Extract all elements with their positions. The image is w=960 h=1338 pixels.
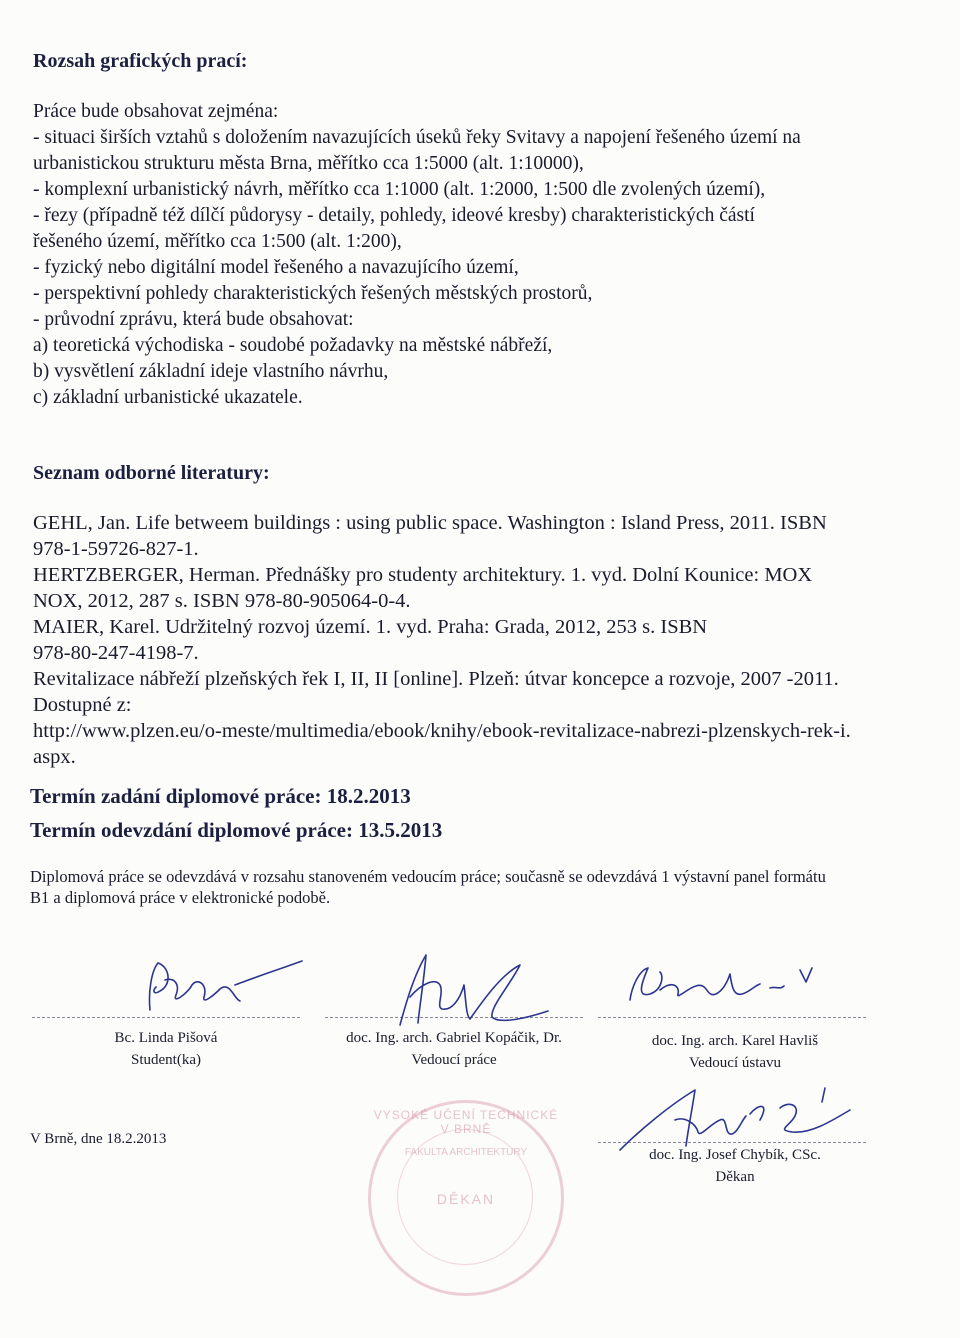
list-item: 978-80-247-4198-7. <box>33 642 199 664</box>
list-item: řešeného území, měřítko cca 1:500 (alt. 1:200), <box>33 231 402 252</box>
list-item: Dostupné z: <box>33 694 132 716</box>
stamp-inner-text: FAKULTA ARCHITEKTURY <box>404 1147 528 1158</box>
signatory-role: Vedoucí práce <box>411 1052 497 1068</box>
assignment-date: Termín zadání diplomové práce: 18.2.2013 <box>30 784 411 808</box>
list-item: 978-1-59726-827-1. <box>33 538 199 560</box>
signatory-name: doc. Ing. Josef Chybík, CSc. <box>649 1147 821 1163</box>
institute-head-signature <box>620 960 840 1020</box>
list-item: http://www.plzen.eu/o-meste/multimedia/ebook/knihy/ebook-revitalizace-nabrezi-plzenskych-rek-i. <box>33 720 851 742</box>
list-item: - situaci širších vztahů s doložením navazujících úseků řeky Svitavy a napojení řešeného území na <box>33 127 801 148</box>
list-item: - perspektivní pohledy charakteristických řešených městských prostorů, <box>33 283 593 304</box>
literature-heading: Seznam odborné literatury: <box>33 462 270 484</box>
list-item: HERTZBERGER, Herman. Přednášky pro studenty architektury. 1. vyd. Dolní Kounice: MOX <box>33 564 813 586</box>
literature-list <box>33 510 851 770</box>
faculty-stamp <box>368 1100 564 1296</box>
submission-note: Diplomová práce se odevzdává v rozsahu stanoveném vedoucím práce; současně se odevzdává 1 výstavní panel formátu B1 a diplomová práce v elektronické podobě. <box>30 867 826 907</box>
list-item: - průvodní zprávu, která bude obsahovat: <box>33 309 354 330</box>
supervisor-signature <box>380 945 580 1035</box>
list-item: - komplexní urbanistický návrh, měřítko cca 1:1000 (alt. 1:2000, 1:500 dle zvolených území), <box>33 179 766 200</box>
place-and-date: V Brně, dne 18.2.2013 <box>30 1131 167 1147</box>
list-item: c) základní urbanistické ukazatele. <box>33 387 303 408</box>
supervisor-signatory <box>325 1027 583 1071</box>
stamp-center-text: DĚKAN <box>436 1191 496 1207</box>
list-item: urbanistickou strukturu města Brna, měřítko cca 1:5000 (alt. 1:10000), <box>33 153 584 174</box>
student-signatory <box>66 1027 266 1071</box>
signatory-role: Děkan <box>715 1169 755 1185</box>
student-signature <box>130 955 310 1025</box>
dean-signatory <box>615 1144 855 1188</box>
signatory-role: Student(ka) <box>131 1052 201 1068</box>
list-item: Revitalizace nábřeží plzeňských řek I, II, II [online]. Plzeň: útvar koncepce a rozvoje, 2007 -2011. <box>33 668 839 690</box>
graphic-works-list <box>33 99 801 411</box>
list-item: a) teoretická východiska - soudobé požadavky na městské nábřeží, <box>33 335 553 356</box>
stamp-text <box>371 1103 561 1293</box>
list-item: GEHL, Jan. Life betweem buildings : using public space. Washington : Island Press, 2011. ISBN <box>33 512 827 534</box>
list-item: aspx. <box>33 746 76 768</box>
list-item: - fyzický nebo digitální model řešeného a navazujícího území, <box>33 257 519 278</box>
signatory-name: doc. Ing. arch. Gabriel Kopáčik, Dr. <box>346 1030 562 1046</box>
list-item: MAIER, Karel. Udržitelný rozvoj území. 1. vyd. Praha: Grada, 2012, 253 s. ISBN <box>33 616 708 638</box>
signatory-name: Bc. Linda Pišová <box>114 1030 218 1046</box>
list-item: NOX, 2012, 287 s. ISBN 978-80-905064-0-4. <box>33 590 411 612</box>
list-item: Práce bude obsahovat zejména: <box>33 101 279 122</box>
submission-date: Termín odevzdání diplomové práce: 13.5.2013 <box>30 818 443 842</box>
list-item: b) vysvětlení základní ideje vlastního návrhu, <box>33 361 389 382</box>
graphic-works-heading: Rozsah grafických prací: <box>33 50 248 72</box>
institute-head-signatory <box>615 1030 855 1074</box>
stamp-arc-text: VYSOKÉ UČENÍ TECHNICKÉ V BRNĚ <box>373 1108 559 1136</box>
signatory-name: doc. Ing. arch. Karel Havliš <box>651 1033 819 1049</box>
signatory-role: Vedoucí ústavu <box>688 1055 782 1071</box>
list-item: - řezy (případně též dílčí půdorysy - detaily, pohledy, ideové kresby) charakteristických částí <box>33 205 755 226</box>
